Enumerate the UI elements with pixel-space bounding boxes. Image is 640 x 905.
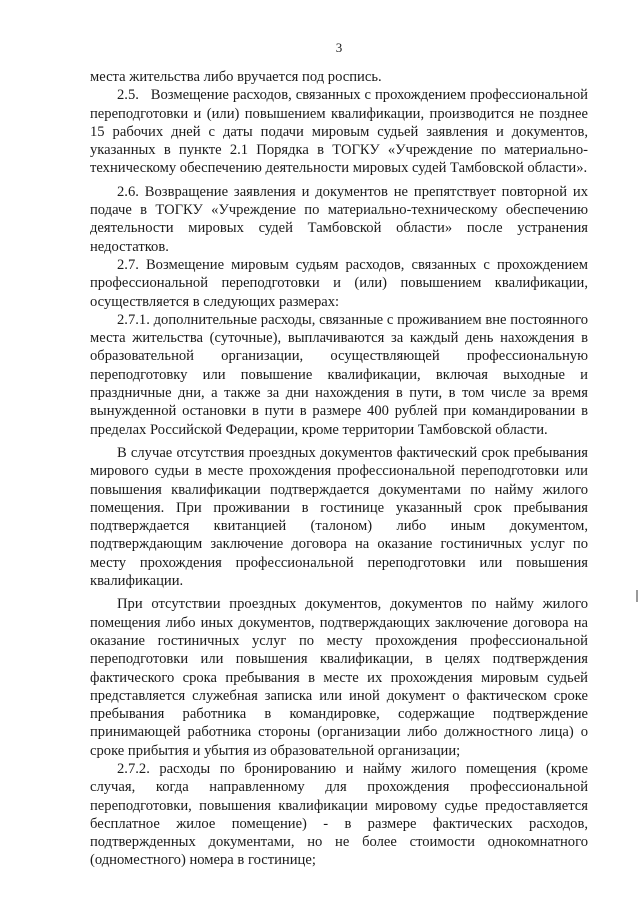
paragraph: места жительства либо вручается под роспись.	[90, 69, 382, 85]
page-number: 3	[335, 40, 343, 55]
paragraph: 2.7.1. дополнительные расходы, связанные с проживанием вне постоянного места жительства (суточные), выплачиваются за каждый день нахождения в образовательной организации, осуществляющей профессиональную переподготовку или повышение квалификации, включая выходные и праздничные дни, а также за дни нахождения в пути, в том числе за время вынужденной остановки в пути в размере 400 рублей при командировании в пределах Российской Федерации, кроме территории Тамбовской области.	[90, 311, 588, 438]
paragraph: При отсутствии проездных документов, документов по найму жилого помещения либо иных документов, подтверждающих заключение договора на оказание гостиничных услуг по месту прохождения профессиональной переподготовки или повышения квалификации, в целях подтверждения фактического срока пребывания в месте их прохождения мировым судьей представляется служебная записка или иной документ о фактическом сроке пребывания работника в командировке, содержащие подтверждение принимающей работника стороны (организации либо должностного лица) о сроке прибытия и убытия из образовательной организации;	[90, 596, 588, 759]
paragraph: 2.7. Возмещение мировым судьям расходов, связанных с прохождением профессиональной переподготовки и (или) повышением квалификации, осуществляется в следующих размерах:	[90, 256, 588, 310]
scan-edge-mark	[636, 590, 638, 602]
document-body	[90, 68, 588, 870]
paragraph: 2.7.2. расходы по бронированию и найму жилого помещения (кроме случая, когда направленному для прохождения профессиональной переподготовки, повышения квалификации мировому судье предоставляется бесплатное жилое помещение) - в размере фактических расходов, подтвержденных документами, но не более стоимости однокомнатного (одноместного) номера в гостинице;	[90, 760, 588, 869]
paragraph: 2.6. Возвращение заявления и документов не препятствует повторной их подаче в ТОГКУ «Учреждение по материально-техническому обеспечению деятельности мировых судей Тамбовской области» после устранения недостатков.	[90, 183, 588, 255]
paragraph: 2.5. Возмещение расходов, связанных с прохождением профессиональной переподготовки и (или) повышением квалификации, производится не позднее 15 рабочих дней с даты подачи мировым судьей заявления и документов, указанных в пункте 2.1 Порядка в ТОГКУ «Учреждение по материально-техническому обеспечению деятельности мировых судей Тамбовской области».	[90, 87, 588, 177]
paragraph: В случае отсутствия проездных документов фактический срок пребывания мирового судьи в месте прохождения профессиональной переподготовки или повышения квалификации подтверждается документами по найму жилого помещения. При проживании в гостинице указанный срок пребывания подтверждается квитанцией (талоном) либо иным документом, подтверждающим заключение договора на оказание гостиничных услуг по месту прохождения профессиональной переподготовки или повышения квалификации.	[90, 444, 588, 590]
